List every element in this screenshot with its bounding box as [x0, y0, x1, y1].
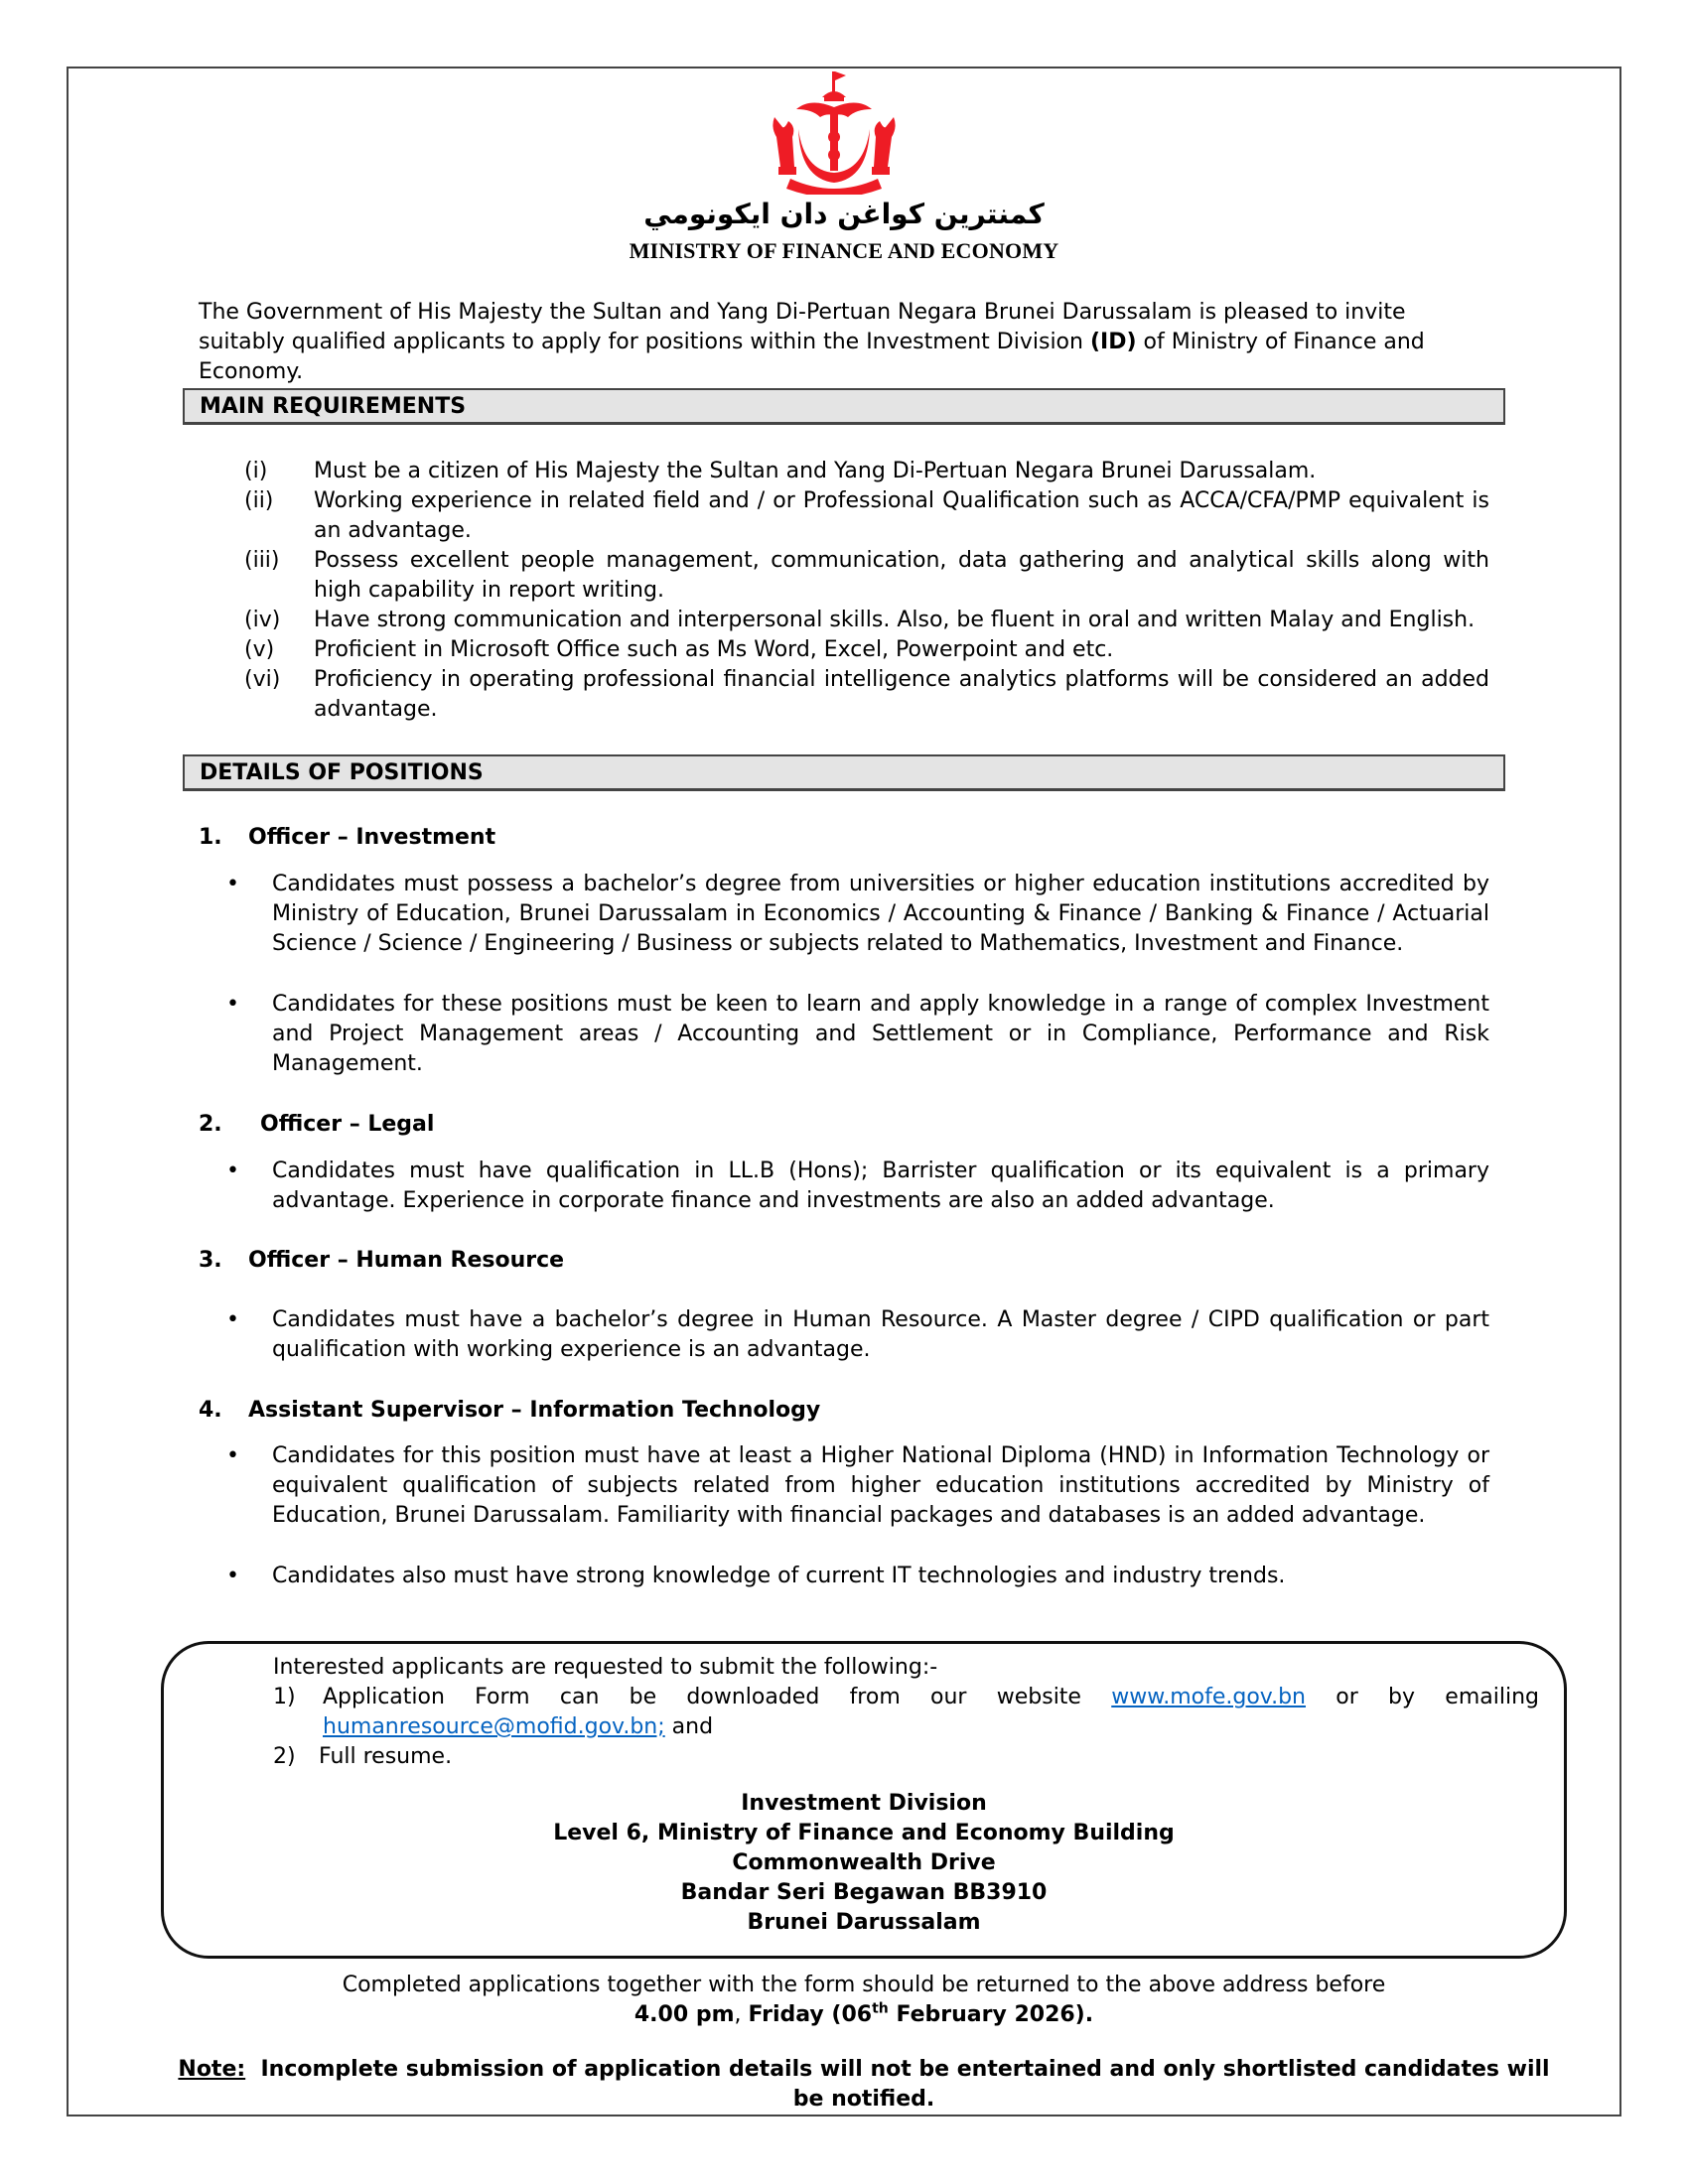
- position-title-legal: [199, 1110, 434, 1140]
- requirement-text: Working experience in related field and / or Professional Qualification such as ACCA/CFA/PMP equivalent is an advantage.: [314, 488, 1489, 543]
- main-requirements-heading: MAIN REQUIREMENTS: [183, 388, 1505, 425]
- position-bullet: [220, 990, 1489, 1079]
- position-number: 4.: [199, 1398, 222, 1423]
- position-bullet: [220, 1441, 1489, 1531]
- position-title: Officer – Legal: [260, 1112, 435, 1137]
- bullet-text: Candidates for these positions must be keen to learn and apply knowledge in a range of complex Investment and Project Management areas / Accounting and Settlement or in Compliance, Performance and Risk Management.: [272, 992, 1489, 1076]
- ministry-name: MINISTRY OF FINANCE AND ECONOMY: [629, 238, 1059, 263]
- position-title: Officer – Investment: [248, 825, 496, 850]
- position-bullet: [220, 1157, 1489, 1216]
- requirement-item: [244, 635, 1489, 665]
- website-link[interactable]: www.mofe.gov.bn: [1111, 1685, 1306, 1709]
- position-title: Assistant Supervisor – Information Technology: [248, 1398, 821, 1423]
- bullet-icon: •: [226, 992, 239, 1017]
- requirement-number: (vi): [244, 667, 281, 692]
- requirement-text: Possess excellent people management, communication, data gathering and analytical skills along with high capability in report writing.: [314, 548, 1489, 603]
- deadline-day: Friday (06: [748, 2002, 873, 2027]
- closing-text: [161, 1971, 1567, 2030]
- requirement-item: [244, 606, 1489, 635]
- application-item-2: [273, 1742, 1494, 1772]
- intro-bold-id: (ID): [1089, 330, 1137, 354]
- position-number: 2.: [199, 1112, 222, 1137]
- brunei-crest-icon: [761, 68, 908, 195]
- bullet-icon: •: [226, 1564, 239, 1588]
- address-block: [161, 1789, 1567, 1938]
- deadline-rest: February 2026).: [888, 2002, 1094, 2027]
- application-lead: Interested applicants are requested to submit the following:-: [273, 1655, 938, 1680]
- address-line: Brunei Darussalam: [747, 1910, 981, 1935]
- application-item-text: Full resume.: [319, 1744, 453, 1769]
- bullet-icon: •: [226, 1307, 239, 1332]
- application-item-number: 1): [273, 1685, 296, 1709]
- position-number: 1.: [199, 825, 222, 850]
- application-or-text: or by emailing: [1336, 1685, 1539, 1709]
- requirement-number: (iv): [244, 608, 281, 632]
- deadline-time: 4.00 pm: [633, 2002, 735, 2027]
- requirements-list: [244, 457, 1489, 725]
- application-item-number: 2): [273, 1744, 296, 1769]
- position-title: Officer – Human Resource: [248, 1248, 565, 1273]
- position-bullet: [220, 1305, 1489, 1365]
- requirement-item: [244, 457, 1489, 486]
- requirement-text: Must be a citizen of His Majesty the Sultan and Yang Di-Pertuan Negara Brunei Darussalam.: [314, 459, 1317, 483]
- position-bullet: [220, 1562, 1489, 1591]
- address-line: Commonwealth Drive: [732, 1850, 996, 1875]
- note-text: [161, 2055, 1567, 2115]
- bullet-text: Candidates must have qualification in LL.B (Hons); Barrister qualification or its equivalent is a primary advantage. Experience in corporate finance and investments are also an added advantage.: [272, 1159, 1489, 1213]
- bullet-icon: •: [226, 1443, 239, 1468]
- address-line: Level 6, Ministry of Finance and Economy Building: [553, 1821, 1175, 1845]
- deadline-line: [161, 2000, 1567, 2030]
- email-link[interactable]: humanresource@mofid.gov.bn;: [323, 1714, 665, 1739]
- position-title-it: [199, 1396, 820, 1426]
- deadline-separator: ,: [734, 2002, 749, 2027]
- intro-text: The Government of His Majesty the Sultan and Yang Di-Pertuan Negara Brunei Darussalam is pleased to invite suitably qualified applicants to apply for positions within the Investment Division: [199, 300, 1406, 354]
- requirement-text: Have strong communication and interpersonal skills. Also, be fluent in oral and written Malay and English.: [314, 608, 1476, 632]
- position-bullet: [220, 870, 1489, 959]
- bullet-icon: •: [226, 872, 239, 896]
- intro-paragraph: [199, 298, 1489, 387]
- note-body: Incomplete submission of application details will not be entertained and only shortlisted candidates will be notified.: [245, 2057, 1558, 2112]
- position-title-investment: [199, 823, 495, 853]
- requirement-item: [244, 665, 1489, 725]
- requirement-text: Proficient in Microsoft Office such as Ms Word, Excel, Powerpoint and etc.: [314, 637, 1114, 662]
- bullet-text: Candidates for this position must have at least a Higher National Diploma (HND) in Information Technology or equivalent qualification of subjects related from higher education institutions accredited by Ministry of Education, Brunei Darussalam. Familiarity with financial packages and databases is an added advantage.: [272, 1443, 1489, 1528]
- application-form-text: Application Form can be downloaded from our website: [323, 1685, 1081, 1709]
- requirement-number: (v): [244, 637, 275, 662]
- details-of-positions-heading: DETAILS OF POSITIONS: [183, 754, 1505, 791]
- requirement-number: (ii): [244, 488, 274, 513]
- application-item-text: [323, 1683, 1539, 1742]
- position-title-human-resource: [199, 1246, 564, 1276]
- closing-line: Completed applications together with the form should be returned to the above address before: [342, 1973, 1386, 1997]
- requirement-number: (i): [244, 459, 268, 483]
- note-label: Note:: [178, 2057, 246, 2082]
- bullet-icon: •: [226, 1159, 239, 1183]
- bullet-text: Candidates must possess a bachelor’s degree from universities or higher education institutions accredited by Ministry of Education, Brunei Darussalam in Economics / Accounting & Finance / Banking & Finance / Actuarial Science / Science / Engineering / Business or subjects related to Mathematics, Investment and Finance.: [272, 872, 1489, 956]
- application-item-1: [273, 1683, 1539, 1742]
- bullet-text: Candidates also must have strong knowledge of current IT technologies and industry trends.: [272, 1564, 1286, 1588]
- address-line: Bandar Seri Begawan BB3910: [680, 1880, 1048, 1905]
- requirement-item: [244, 486, 1489, 546]
- requirement-item: [244, 546, 1489, 606]
- bullet-text: Candidates must have a bachelor’s degree in Human Resource. A Master degree / CIPD qualification or part qualification with working experience is an advantage.: [272, 1307, 1489, 1362]
- requirement-number: (iii): [244, 548, 280, 573]
- application-and-text: and: [664, 1714, 714, 1739]
- jawi-ministry-title: كمنترين كواغن دان ايكونومي: [643, 198, 1045, 230]
- intro-text-end: of Ministry of Finance and Economy.: [199, 330, 1425, 384]
- deadline-superscript: th: [872, 2000, 889, 2017]
- position-number: 3.: [199, 1248, 222, 1273]
- requirement-text: Proficiency in operating professional financial intelligence analytics platforms will be considered an added advantage.: [314, 667, 1489, 722]
- address-line: Investment Division: [741, 1791, 987, 1816]
